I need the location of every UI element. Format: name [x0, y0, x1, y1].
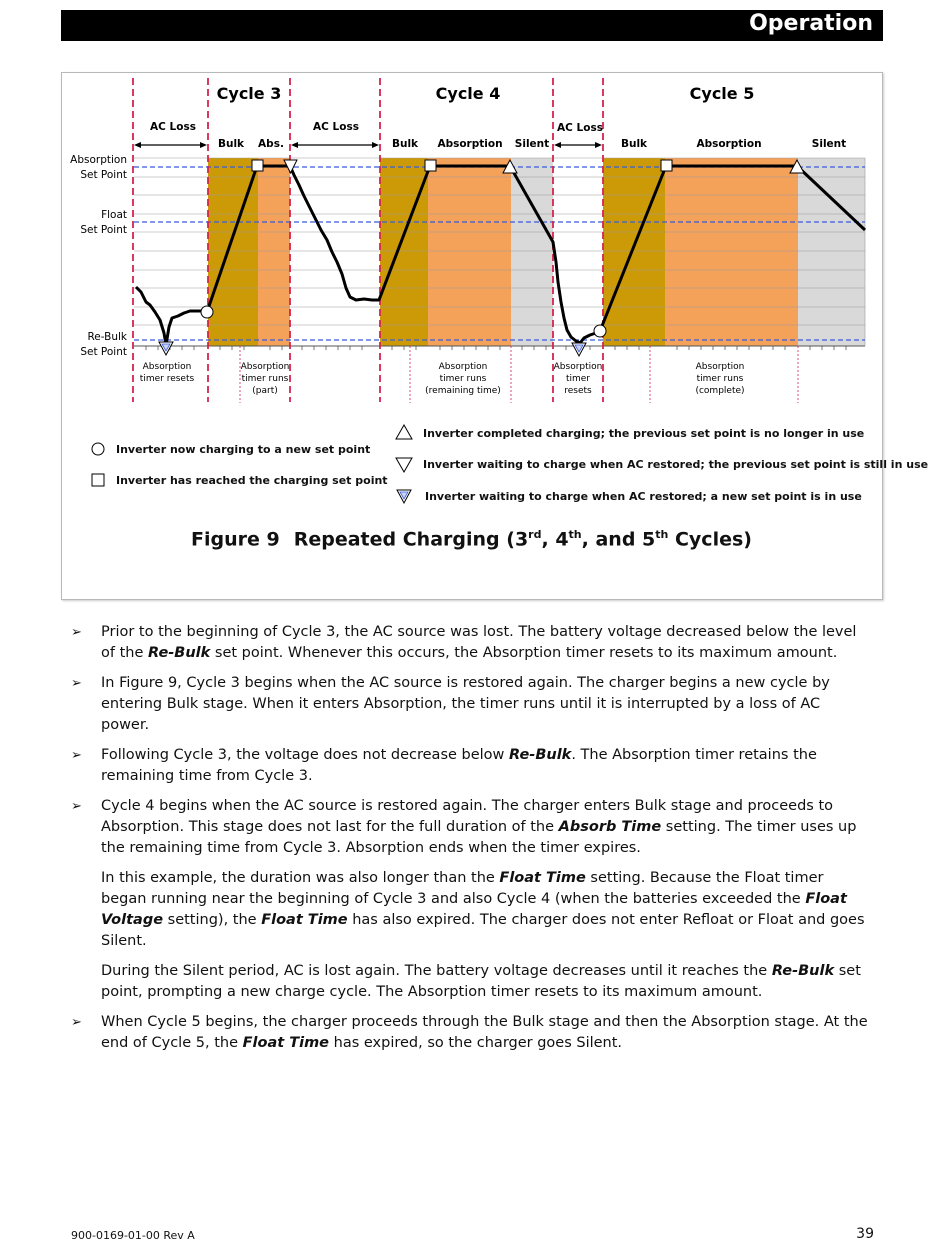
- caption-label: Figure 9: [191, 528, 280, 551]
- caption-title-a: Repeated Charging (3: [293, 528, 529, 551]
- figure-caption: [0, 528, 943, 550]
- bullet-text: Prior to the beginning of Cycle 3, the AC source was lost. The battery voltage decreased below the level of the: [101, 624, 857, 661]
- paragraph-emphasis: Re-Bulk: [771, 963, 835, 979]
- square-marker-c5: [661, 160, 672, 171]
- paragraph-text: has also expired. The charger does not enter Refloat or Float and goes Silent.: [101, 912, 865, 949]
- bullet-text: In Figure 9, Cycle 3 begins when the AC source is restored again. The charger begins a new cycle by entering Bulk stage. When it enters Absorption, the timer runs until it is interrupted by a loss of AC power.: [101, 675, 830, 733]
- bullet-item: [71, 1012, 871, 1054]
- bullet-text: . The Absorption timer retains the remaining time from Cycle 3.: [101, 747, 817, 784]
- note-timer-complete-c: (complete): [695, 386, 745, 396]
- caption-title-c: , and 5: [581, 528, 656, 551]
- circle-marker-c5: [594, 325, 606, 337]
- paragraph-text: In this example, the duration was also longer than the: [101, 870, 500, 886]
- page-number: 39: [856, 1226, 874, 1242]
- note-timer-resets-2c: resets: [564, 386, 592, 396]
- body-paragraph: [71, 868, 871, 952]
- legend-circle-icon: [92, 443, 104, 455]
- square-marker-c3: [252, 160, 263, 171]
- ac-loss-label-1: AC Loss: [150, 121, 196, 133]
- stage-bulk-c5: [603, 158, 665, 346]
- cycle-5-title: Cycle 5: [689, 84, 755, 103]
- caption-sup-3: th: [655, 528, 669, 541]
- paragraph-emphasis: Float Time: [261, 912, 348, 928]
- bullet-text: has expired, so the charger goes Silent.: [329, 1035, 623, 1051]
- legend-square-text: Inverter has reached the charging set point: [116, 474, 388, 487]
- stage-silent-c5: [798, 158, 865, 346]
- legend-circle-text: Inverter now charging to a new set point: [116, 443, 371, 456]
- bullet-emphasis: Float Time: [242, 1035, 330, 1051]
- stage-abs-c3: [258, 158, 290, 346]
- legend-triangle-up-icon: [396, 425, 412, 439]
- ac-loss-label-2: AC Loss: [313, 121, 359, 133]
- stage-label-c4-abs: Absorption: [437, 138, 503, 150]
- note-timer-resets-2a: Absorption: [553, 362, 603, 372]
- note-timer-part-a: Absorption: [240, 362, 290, 372]
- note-timer-remaining-a: Absorption: [438, 362, 488, 372]
- paragraph-text: set point, prompting a new charge cycle. The Absorption timer resets to its maximum amount.: [101, 963, 861, 1000]
- bullet-text: setting. The timer uses up the remaining time from Cycle 3. Absorption ends when the timer expires.: [101, 819, 857, 856]
- stage-label-c3-bulk: Bulk: [217, 138, 245, 150]
- cycle-4-title: Cycle 4: [435, 84, 501, 103]
- paragraph-emphasis: Float Voltage: [101, 891, 847, 928]
- note-timer-resets-2b: timer: [565, 374, 591, 384]
- bullet-item: [71, 673, 871, 736]
- y-label-rebulk-1: Re-Bulk: [87, 331, 127, 343]
- stage-abs-c4: [428, 158, 511, 346]
- legend-symbols: [92, 425, 412, 503]
- bullet-emphasis: Absorb Time: [558, 819, 662, 835]
- bullet-text: When Cycle 5 begins, the charger proceeds through the Bulk stage and then the Absorption stage. At the end of Cycle 5, the: [101, 1014, 868, 1051]
- note-timer-remaining-b: timer runs: [439, 374, 487, 384]
- bullet-arrow-icon: ➢: [71, 625, 82, 640]
- caption-sup-1: rd: [528, 528, 542, 541]
- cycle-3-title: Cycle 3: [216, 84, 282, 103]
- body-paragraph: [71, 961, 871, 1003]
- bullet-emphasis: Re-Bulk: [148, 645, 211, 661]
- x-ticks: [146, 346, 846, 350]
- paragraph-emphasis: Float Time: [499, 870, 586, 886]
- note-timer-resets-1a: Absorption: [142, 362, 192, 372]
- circle-marker-c3: [201, 306, 213, 318]
- bullet-text: Following Cycle 3, the voltage does not decrease below: [101, 747, 510, 763]
- doc-number: 900-0169-01-00 Rev A: [71, 1229, 195, 1242]
- section-title: Operation: [749, 11, 873, 36]
- note-timer-part-c: (part): [252, 386, 278, 396]
- caption-title-b: , 4: [541, 528, 569, 551]
- y-label-float-1: Float: [101, 209, 127, 221]
- bullet-item: [71, 622, 871, 664]
- note-timer-part-b: timer runs: [241, 374, 289, 384]
- stage-label-c5-bulk: Bulk: [620, 138, 648, 150]
- note-timer-complete-b: timer runs: [696, 374, 744, 384]
- bullet-arrow-icon: ➢: [71, 676, 82, 691]
- stage-label-c5-abs: Absorption: [696, 138, 762, 150]
- note-timer-remaining-c: (remaining time): [425, 386, 501, 396]
- note-timer-resets-1b: timer resets: [139, 374, 195, 384]
- bullet-text: Cycle 4 begins when the AC source is restored again. The charger enters Bulk stage and proceeds to Absorption. This stage does not last for the full duration of the: [101, 798, 834, 835]
- legend-triangle-up-text: Inverter completed charging; the previous set point is no longer in use: [423, 427, 865, 440]
- paragraph-text: setting. Because the Float timer began running near the beginning of Cycle 3 and also Cycle 4 (when the batteries exceeded the: [101, 870, 824, 907]
- bullet-item: [71, 796, 871, 859]
- body-text: [71, 622, 871, 1063]
- stage-label-c4-bulk: Bulk: [391, 138, 419, 150]
- ac-loss-label-3: AC Loss: [557, 122, 603, 134]
- stage-silent-c4: [511, 158, 553, 346]
- square-marker-c4: [425, 160, 436, 171]
- legend-triangle-down-icon: [396, 458, 412, 472]
- y-label-float-2: Set Point: [80, 224, 127, 236]
- y-label-absorption-1: Absorption: [70, 154, 127, 166]
- stage-label-c3-abs: Abs.: [258, 138, 284, 150]
- caption-sup-2: th: [568, 528, 582, 541]
- y-label-absorption-2: Set Point: [80, 169, 127, 181]
- bullet-text: set point. Whenever this occurs, the Absorption timer resets to its maximum amount.: [210, 645, 838, 661]
- bullet-item: [71, 745, 871, 787]
- note-timer-complete-a: Absorption: [695, 362, 745, 372]
- paragraph-text: During the Silent period, AC is lost again. The battery voltage decreases until it reaches the: [101, 963, 772, 979]
- bullet-arrow-icon: ➢: [71, 748, 82, 763]
- legend-square-icon: [92, 474, 104, 486]
- bullet-arrow-icon: ➢: [71, 799, 82, 814]
- stage-abs-c5: [665, 158, 798, 346]
- paragraph-text: setting), the: [163, 912, 262, 928]
- bullet-arrow-icon: ➢: [71, 1015, 82, 1030]
- stage-label-c4-silent: Silent: [514, 138, 550, 150]
- stage-backgrounds: [208, 158, 865, 346]
- stage-label-c5-silent: Silent: [811, 138, 847, 150]
- charging-diagram: [0, 0, 950, 600]
- bullet-emphasis: Re-Bulk: [509, 747, 572, 763]
- caption-title-d: Cycles): [668, 528, 752, 551]
- y-label-rebulk-2: Set Point: [80, 346, 127, 358]
- legend-triangle-marked-text: Inverter waiting to charge when AC restored; a new set point is in use: [425, 490, 862, 503]
- legend-triangle-down-text: Inverter waiting to charge when AC restored; the previous set point is still in use: [423, 458, 929, 471]
